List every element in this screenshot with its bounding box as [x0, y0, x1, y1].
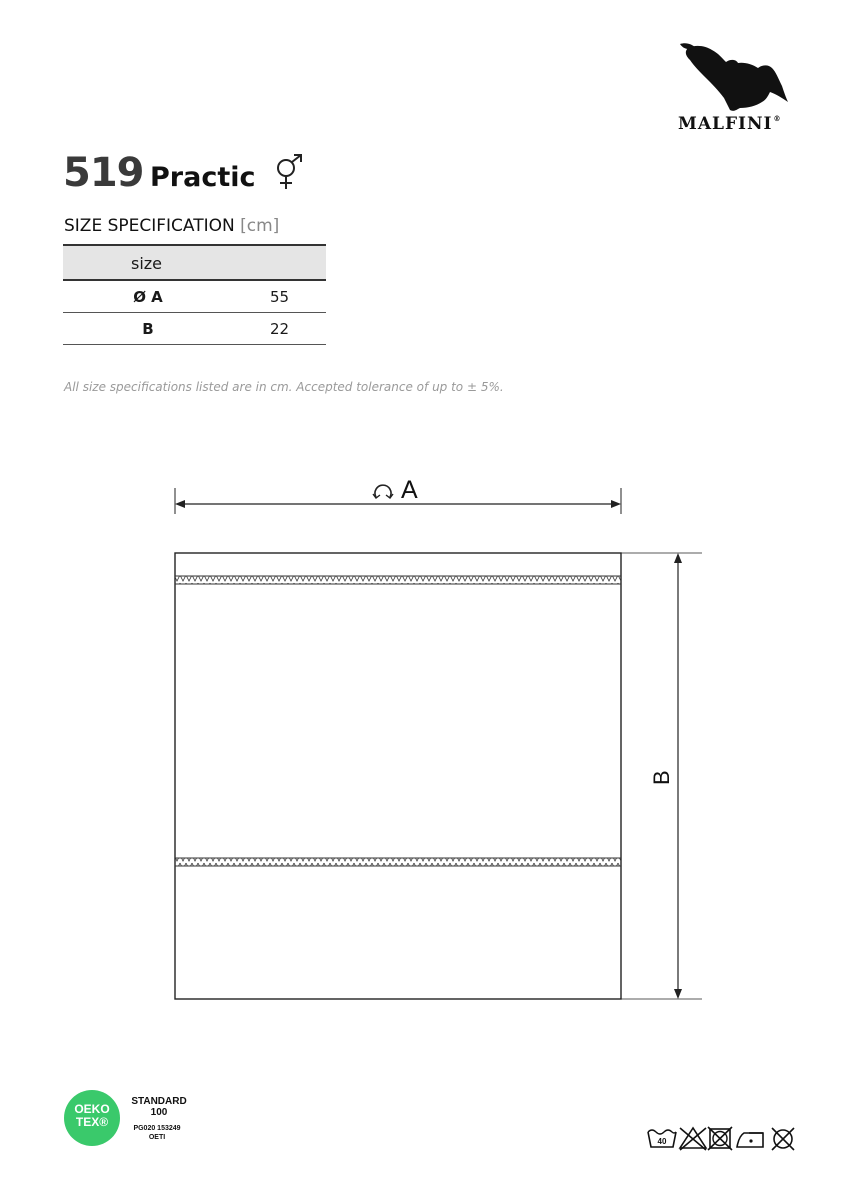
oeko-line1: OEKO: [74, 1102, 110, 1116]
label-b: B: [649, 770, 674, 785]
dimension-b: [621, 553, 702, 999]
oeko-tex-badge: [64, 1090, 120, 1146]
row-label: Ø A: [133, 288, 163, 306]
size-table: [63, 244, 326, 345]
product-number: 519: [63, 150, 144, 196]
row-value: 55: [269, 288, 290, 306]
wash-temperature: 40: [657, 1137, 667, 1146]
registered-mark: ®: [773, 114, 782, 123]
product-outline: [175, 553, 621, 999]
spec-heading-text: SIZE SPECIFICATION: [64, 216, 235, 236]
table-header: [63, 244, 326, 281]
dimension-diagram: [0, 470, 849, 1010]
seam-bottom: [175, 858, 621, 866]
standard-line2: 100: [150, 1107, 168, 1118]
unisex-icon: [272, 153, 306, 193]
no-tumble-dry-icon: [708, 1127, 732, 1150]
no-dry-clean-icon: [772, 1128, 794, 1150]
table-row: [63, 281, 326, 313]
spec-heading: [64, 216, 279, 236]
oeko-standard-text: [127, 1096, 191, 1118]
wash-40-icon: [648, 1130, 676, 1147]
no-bleach-icon: [680, 1128, 706, 1150]
oeko-line2: TEX®: [75, 1115, 109, 1129]
spec-unit: [cm]: [240, 216, 280, 236]
circumference-icon: [373, 485, 393, 498]
table-row: [63, 313, 326, 345]
tolerance-note: All size specifications listed are in cm. Accepted tolerance of up to ± 5%.: [64, 380, 504, 394]
eagle-icon: [678, 40, 788, 112]
column-header-size: size: [131, 254, 163, 273]
brand-name: MALFINI®: [678, 114, 782, 134]
cert-number: PG020 153249: [133, 1125, 181, 1132]
care-symbols: [647, 1124, 799, 1152]
label-a: A: [401, 476, 418, 504]
cert-org: OETI: [148, 1134, 166, 1141]
iron-low-icon: [737, 1133, 763, 1147]
oeko-tex-logo-text: [64, 1103, 120, 1129]
seam-top: [175, 576, 621, 584]
dimension-a: [175, 476, 621, 514]
brand-logo: [672, 40, 802, 135]
standard-line1: STANDARD: [131, 1096, 187, 1107]
row-label: B: [142, 320, 154, 338]
row-value: 22: [269, 320, 290, 338]
oeko-cert-info: [127, 1124, 187, 1142]
product-name: Practic: [150, 162, 256, 193]
